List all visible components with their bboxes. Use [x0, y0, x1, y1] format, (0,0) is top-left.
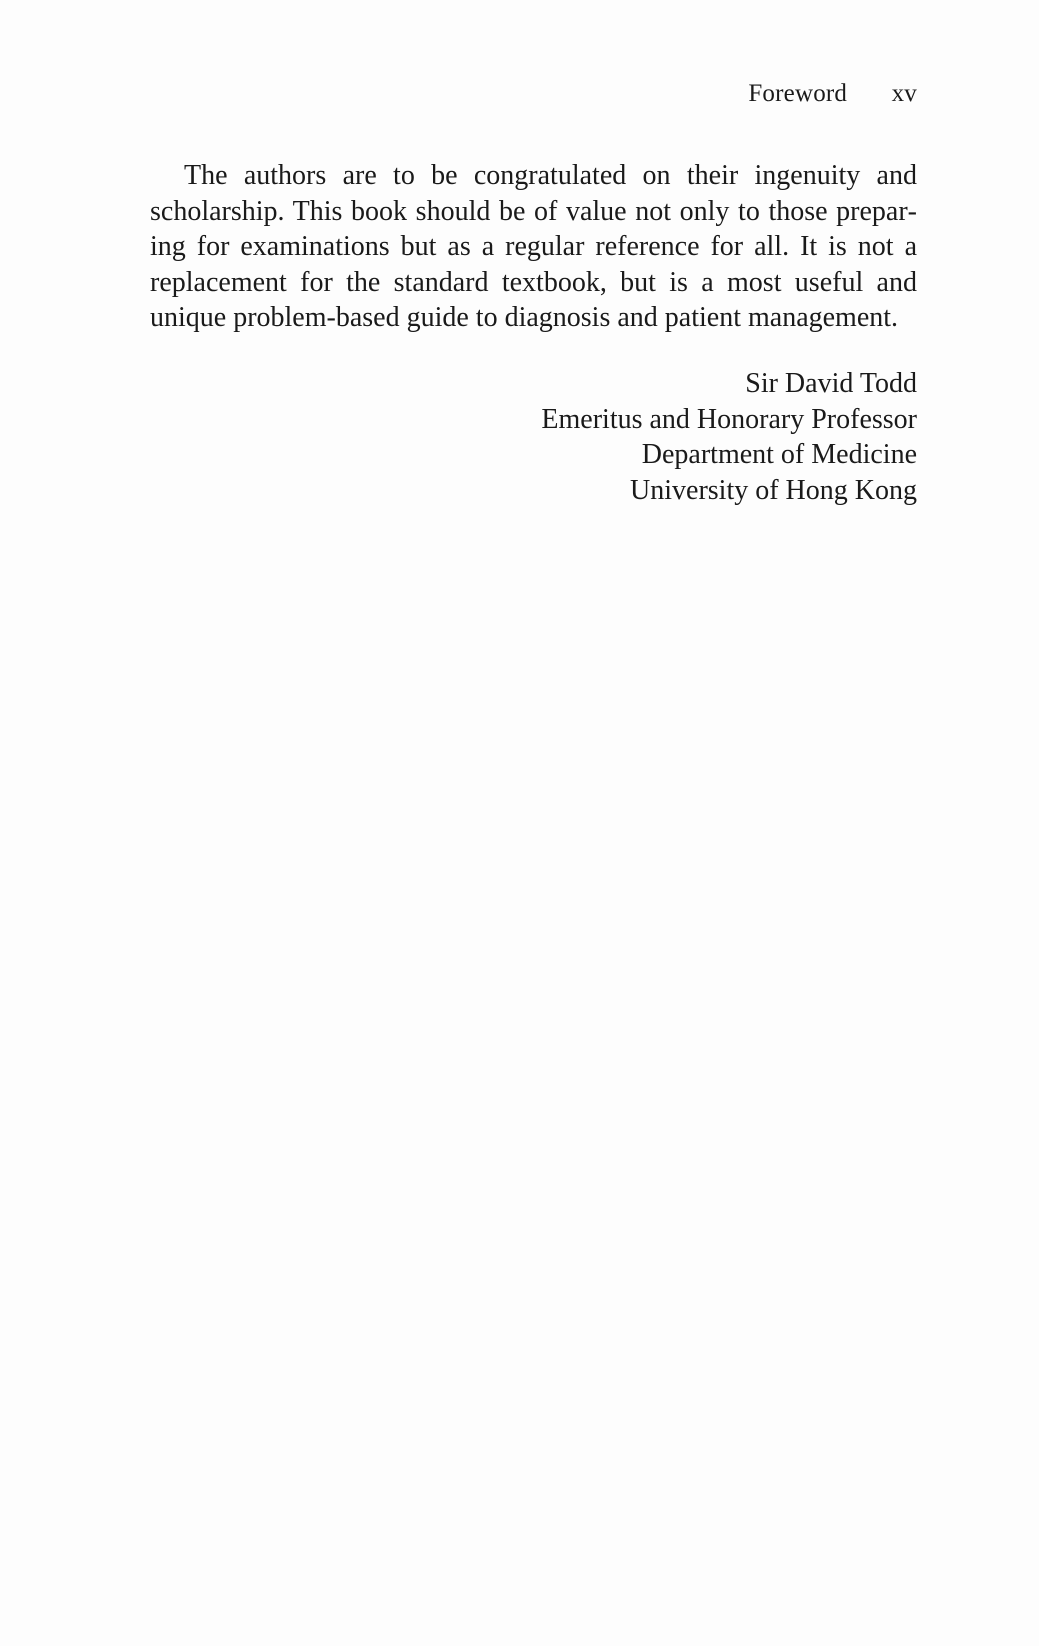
foreword-paragraph: The authors are to be congratulated on their ingenuity and scholarship. This book should be of value not only to those preparing for examinations but as a regular reference for all. It is not a replacement for the standard textbook, but is a most useful and unique problem-based guide to diagnosis and patient management. [150, 160, 917, 333]
signatory-institution: University of Hong Kong [630, 474, 917, 506]
running-head [748, 80, 917, 108]
page-number: xv [891, 80, 917, 107]
signature-block [541, 366, 917, 508]
signatory-department: Department of Medicine [641, 439, 917, 470]
signatory-name: Sir David Todd [745, 368, 917, 399]
signatory-title: Emeritus and Honorary Professor [541, 403, 917, 435]
running-head-section: Foreword [748, 80, 848, 107]
